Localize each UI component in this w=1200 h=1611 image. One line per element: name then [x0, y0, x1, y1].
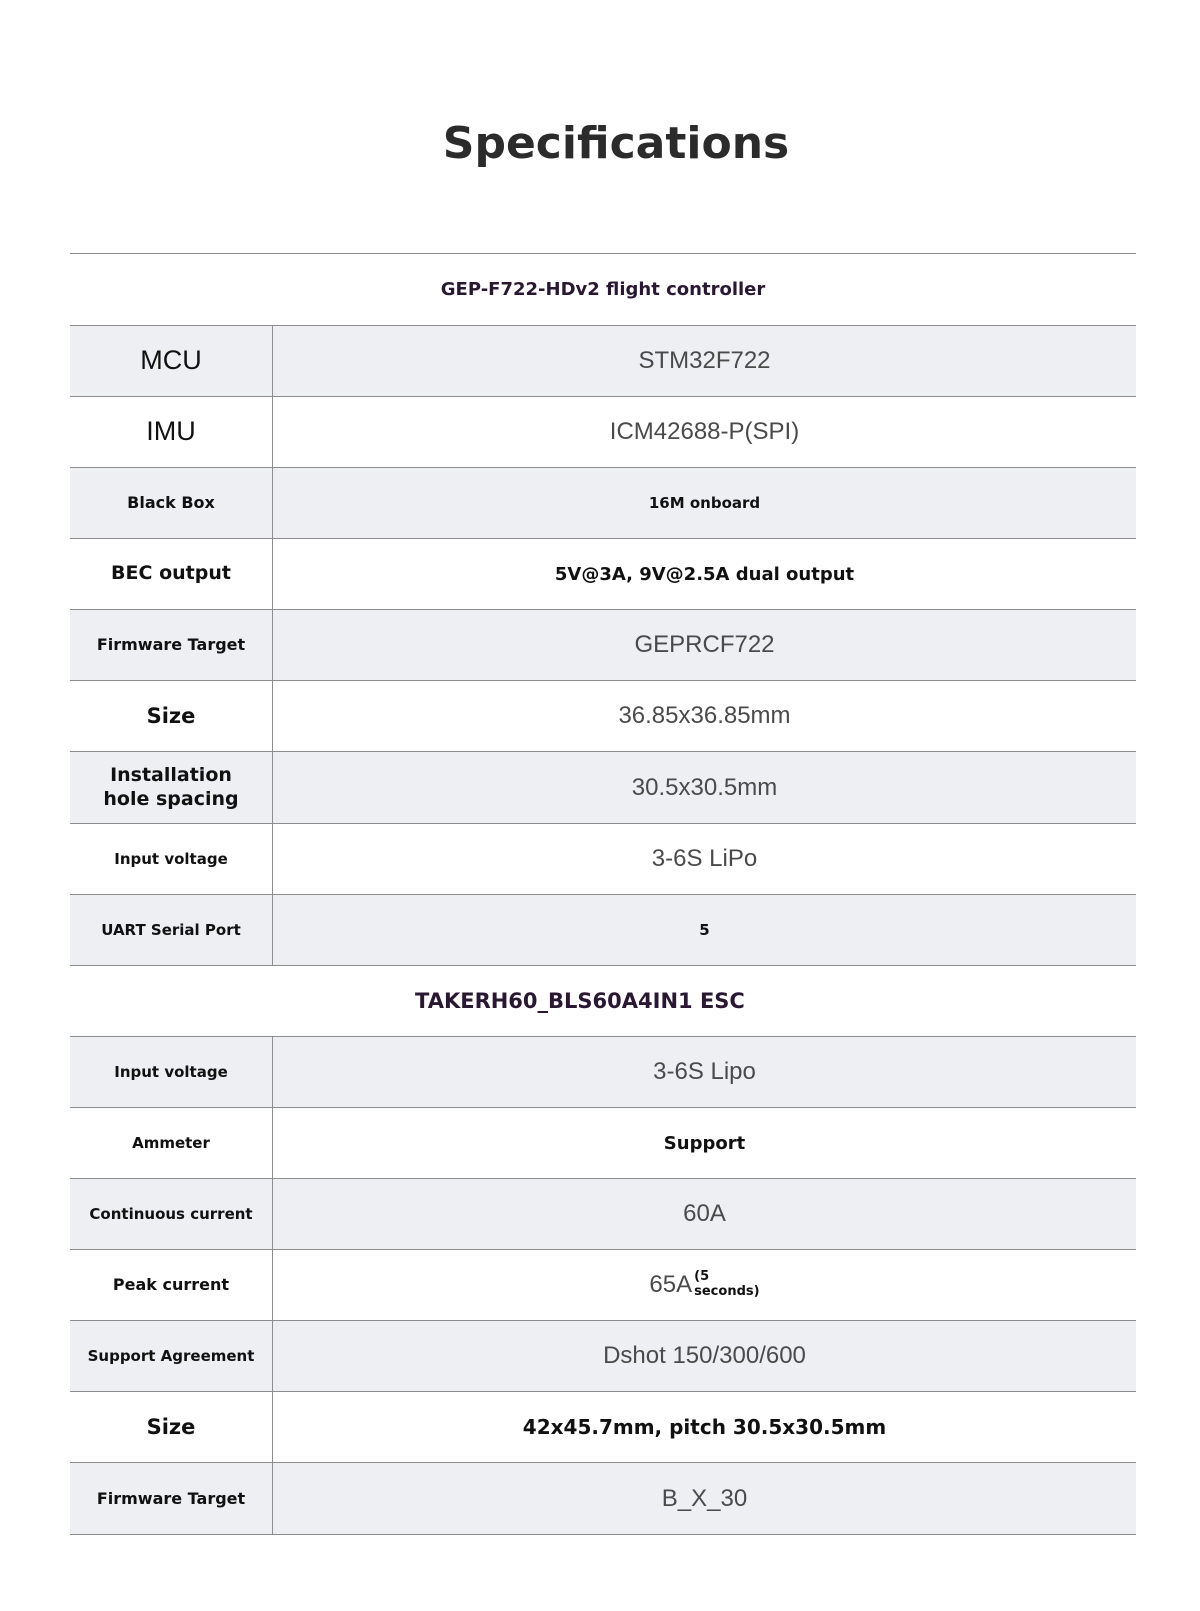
row-value: STM32F722 — [638, 347, 771, 374]
table-row — [70, 823, 1136, 894]
row-value: 5V@3A, 9V@2.5A dual output — [554, 563, 855, 585]
row-value: B_X_30 — [661, 1484, 748, 1512]
row-value: 36.85x36.85mm — [618, 702, 791, 729]
row-label: Size — [70, 1392, 273, 1462]
page-title: Specifications — [442, 118, 790, 169]
row-value: 42x45.7mm, pitch 30.5x30.5mm — [522, 1415, 887, 1439]
row-value — [273, 1250, 1136, 1320]
row-label: Black Box — [70, 468, 273, 538]
table-row — [70, 894, 1136, 965]
row-label: MCU — [70, 326, 273, 396]
table-row — [70, 325, 1136, 396]
row-label — [70, 752, 273, 823]
row-label-line: hole spacing — [103, 787, 239, 810]
table-row — [70, 1391, 1136, 1462]
row-value-note-line: (5 — [694, 1269, 710, 1285]
row-label: IMU — [70, 397, 273, 467]
row-label: Firmware Target — [70, 610, 273, 680]
row-value: 3-6S Lipo — [653, 1058, 756, 1085]
row-value: 16M onboard — [648, 494, 761, 512]
table-row — [70, 1462, 1136, 1535]
row-label: Input voltage — [70, 824, 273, 894]
table-row — [70, 1107, 1136, 1178]
table-row — [70, 538, 1136, 609]
row-value: ICM42688-P(SPI) — [609, 418, 800, 445]
row-value: GEPRCF722 — [634, 631, 775, 658]
table-row — [70, 680, 1136, 751]
table-row — [70, 1320, 1136, 1391]
row-label: Input voltage — [70, 1037, 273, 1107]
section-heading-flight-controller: GEP-F722-HDv2 flight controller — [70, 253, 1136, 325]
row-label: Size — [70, 681, 273, 751]
row-value: Dshot 150/300/600 — [603, 1342, 806, 1369]
row-label: UART Serial Port — [70, 895, 273, 965]
row-label: Continuous current — [70, 1179, 273, 1249]
row-value-note — [694, 1270, 759, 1300]
table-row — [70, 1249, 1136, 1320]
row-label: Ammeter — [70, 1108, 273, 1178]
table-row — [70, 1178, 1136, 1249]
row-value: Support — [663, 1132, 746, 1154]
row-value: 5 — [699, 921, 710, 939]
row-value: 60A — [683, 1200, 726, 1227]
section-heading-esc: TAKERH60_BLS60A4IN1 ESC — [70, 965, 1136, 1036]
row-value-main: 65A — [649, 1271, 693, 1298]
row-value: 30.5x30.5mm — [631, 773, 778, 801]
row-label: Peak current — [70, 1250, 273, 1320]
row-label: BEC output — [70, 539, 273, 609]
table-row — [70, 609, 1136, 680]
row-label: Firmware Target — [70, 1463, 273, 1534]
table-row — [70, 467, 1136, 538]
row-value-note-line: seconds) — [694, 1284, 760, 1299]
spec-table — [70, 253, 1136, 1535]
table-row — [70, 396, 1136, 467]
table-row — [70, 751, 1136, 823]
row-label-line: Installation — [110, 763, 232, 786]
row-label: Support Agreement — [70, 1321, 273, 1391]
table-row — [70, 1036, 1136, 1107]
row-value: 3-6S LiPo — [651, 845, 758, 872]
